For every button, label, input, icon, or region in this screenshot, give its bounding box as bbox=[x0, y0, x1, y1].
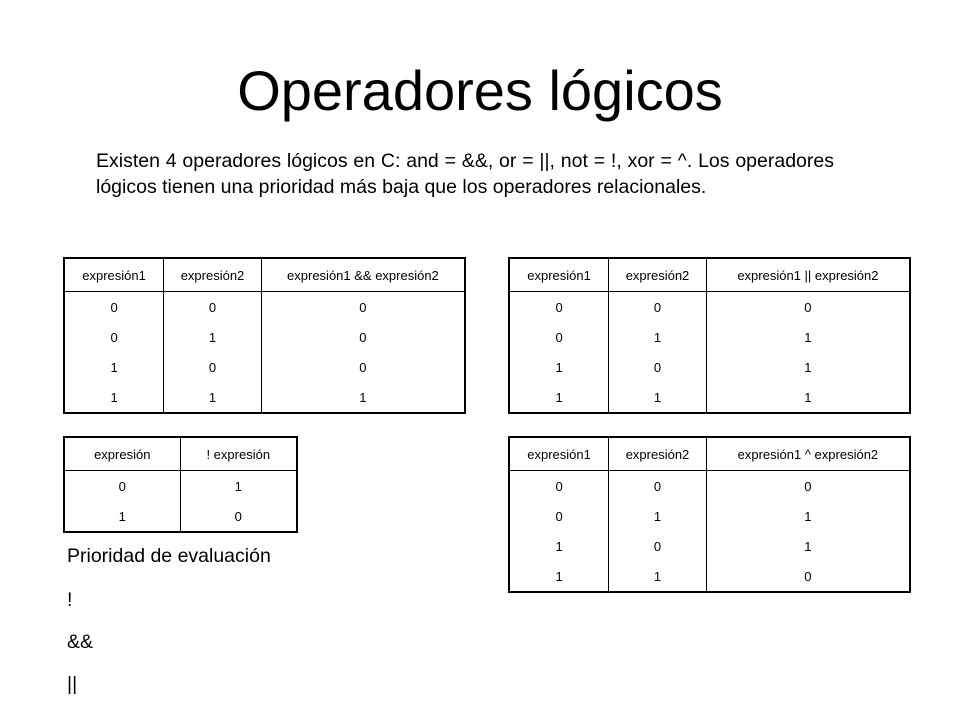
table-cell: 0 bbox=[164, 352, 262, 382]
header-cell: expresión1 && expresión2 bbox=[261, 258, 465, 292]
table-row bbox=[509, 561, 910, 592]
header-cell: expresión1 bbox=[509, 437, 609, 471]
and-truth-table bbox=[63, 257, 466, 414]
table-row bbox=[64, 352, 465, 382]
table-cell: 0 bbox=[555, 508, 563, 524]
table-cell: 1 bbox=[609, 501, 707, 531]
intro-paragraph: Existen 4 operadores lógicos en C: and = &&, or = ||, not = !, xor = ^. Los operadores lógicos tienen una prioridad más baja que los operadores relacionales. bbox=[96, 150, 834, 198]
table-cell: 1 bbox=[609, 561, 707, 592]
table-cell: 1 bbox=[555, 568, 563, 584]
table-header-row bbox=[509, 258, 910, 292]
table-row bbox=[509, 471, 910, 502]
table-cell: 1 bbox=[180, 471, 297, 502]
table-cell: 0 bbox=[609, 471, 707, 502]
header-cell: ! expresión bbox=[180, 437, 297, 471]
table-cell: 0 bbox=[706, 292, 910, 323]
or-truth-table bbox=[508, 257, 911, 414]
table-cell: 1 bbox=[118, 508, 126, 524]
table-row bbox=[509, 531, 910, 561]
table-cell: 0 bbox=[110, 329, 118, 345]
table-cell: 0 bbox=[706, 471, 910, 502]
table-header-row bbox=[509, 437, 910, 471]
table-cell: 1 bbox=[706, 531, 910, 561]
header-cell: expresión2 bbox=[609, 437, 707, 471]
table-cell: 0 bbox=[555, 478, 563, 494]
table-cell: 0 bbox=[609, 352, 707, 382]
table-cell: 1 bbox=[555, 389, 563, 405]
priority-operator-or: || bbox=[67, 673, 78, 695]
table-cell: 1 bbox=[555, 359, 563, 375]
header-cell: expresión2 bbox=[609, 258, 707, 292]
table-cell: 0 bbox=[261, 292, 465, 323]
table-cell: 1 bbox=[706, 322, 910, 352]
table-row bbox=[64, 382, 465, 413]
page-title: Operadores lógicos bbox=[237, 59, 723, 122]
header-cell: expresión1 bbox=[64, 258, 164, 292]
table-row bbox=[64, 322, 465, 352]
priority-operator-not: ! bbox=[67, 589, 73, 611]
table-cell: 1 bbox=[261, 382, 465, 413]
header-cell: expresión1 || expresión2 bbox=[706, 258, 910, 292]
table-cell: 0 bbox=[164, 292, 262, 323]
table-cell: 0 bbox=[609, 292, 707, 323]
table-cell: 1 bbox=[110, 359, 118, 375]
table-cell: 1 bbox=[609, 322, 707, 352]
table-cell: 1 bbox=[706, 382, 910, 413]
table-row bbox=[509, 352, 910, 382]
table-cell: 0 bbox=[609, 531, 707, 561]
table-row bbox=[509, 292, 910, 323]
table-row bbox=[64, 292, 465, 323]
priority-heading: Prioridad de evaluación bbox=[67, 545, 271, 567]
table-header-row bbox=[64, 258, 465, 292]
priority-operator-and: && bbox=[67, 631, 94, 653]
table-cell: 0 bbox=[261, 322, 465, 352]
not-truth-table bbox=[63, 436, 298, 533]
table-row bbox=[509, 322, 910, 352]
header-cell: expresión2 bbox=[164, 258, 262, 292]
table-cell: 0 bbox=[261, 352, 465, 382]
table-cell: 1 bbox=[706, 501, 910, 531]
table-cell: 0 bbox=[110, 299, 118, 315]
priority-section bbox=[67, 543, 271, 695]
table-cell: 1 bbox=[609, 382, 707, 413]
table-cell: 1 bbox=[164, 322, 262, 352]
table-row bbox=[64, 501, 297, 532]
table-row bbox=[64, 471, 297, 502]
table-cell: 1 bbox=[110, 389, 118, 405]
header-cell: expresión1 ^ expresión2 bbox=[706, 437, 910, 471]
table-row bbox=[509, 382, 910, 413]
table-header-row bbox=[64, 437, 297, 471]
table-cell: 1 bbox=[164, 382, 262, 413]
table-cell: 1 bbox=[706, 352, 910, 382]
header-cell: expresión bbox=[64, 437, 180, 471]
xor-truth-table bbox=[508, 436, 911, 593]
table-cell: 1 bbox=[555, 538, 563, 554]
table-cell: 0 bbox=[555, 299, 563, 315]
table-cell: 0 bbox=[555, 329, 563, 345]
header-cell: expresión1 bbox=[509, 258, 609, 292]
table-row bbox=[509, 501, 910, 531]
table-cell: 0 bbox=[118, 478, 126, 494]
table-cell: 0 bbox=[706, 561, 910, 592]
table-cell: 0 bbox=[180, 501, 297, 532]
